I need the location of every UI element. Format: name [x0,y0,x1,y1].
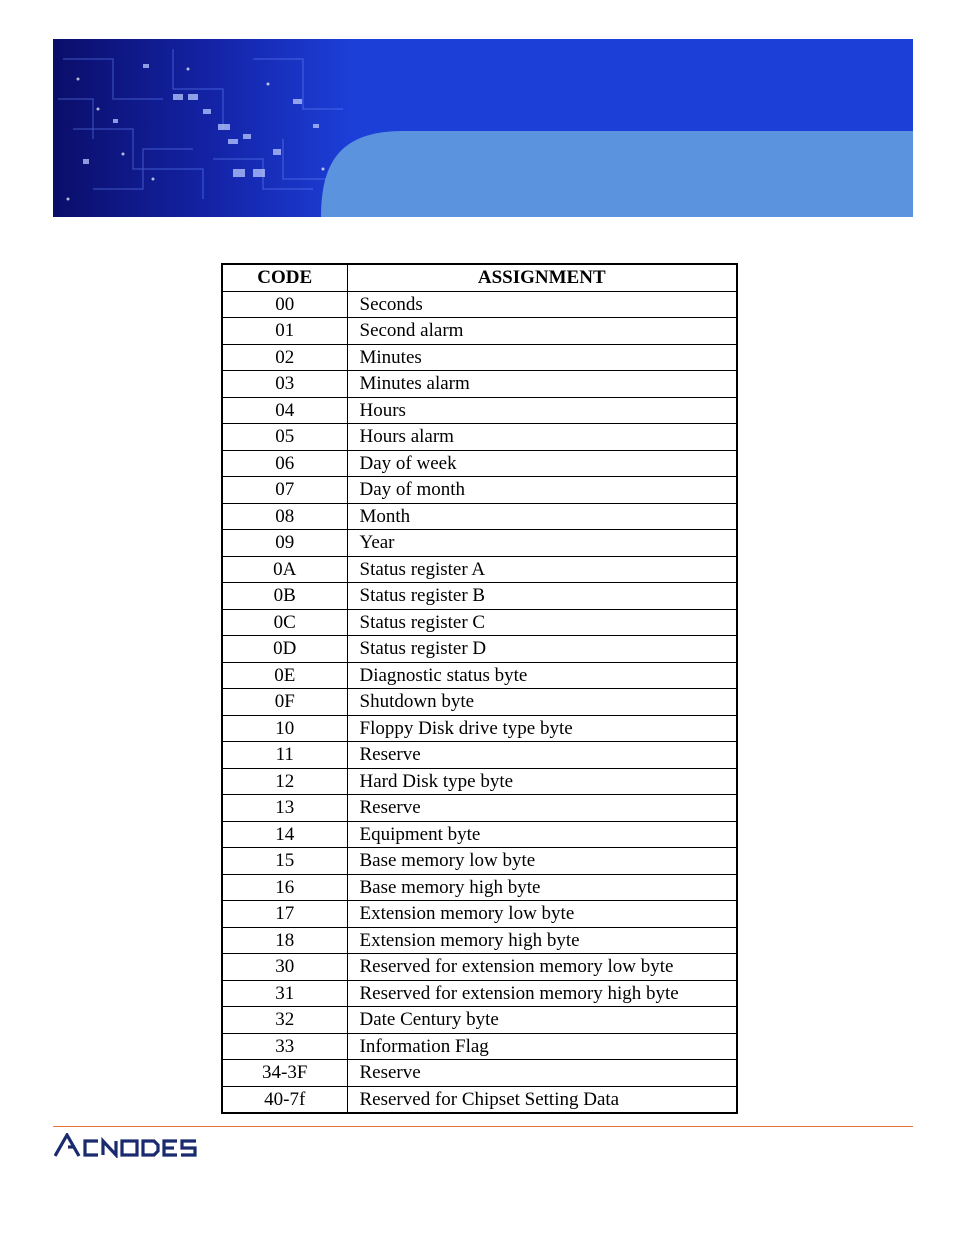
cell-assignment: Base memory low byte [347,848,737,875]
cell-assignment: Reserved for Chipset Setting Data [347,1086,737,1113]
acnodes-logo-mark [54,1133,210,1158]
table-row [222,901,737,928]
cell-assignment: Status register C [347,609,737,636]
table-row [222,583,737,610]
table-row [222,1033,737,1060]
cell-code: 18 [222,927,347,954]
cell-code: 0E [222,662,347,689]
cell-assignment: Base memory high byte [347,874,737,901]
table-row [222,662,737,689]
cell-code: 0C [222,609,347,636]
table-row [222,980,737,1007]
cell-code: 01 [222,318,347,345]
cell-assignment: Day of month [347,477,737,504]
cell-code: 40-7f [222,1086,347,1113]
cell-assignment: Minutes [347,344,737,371]
cell-assignment: Status register B [347,583,737,610]
table-row [222,848,737,875]
cell-code: 07 [222,477,347,504]
cell-assignment: Hard Disk type byte [347,768,737,795]
cell-assignment: Reserved for extension memory low byte [347,954,737,981]
acnodes-logo [54,1133,210,1158]
cell-assignment: Reserve [347,742,737,769]
cell-code: 10 [222,715,347,742]
table-row [222,318,737,345]
cell-assignment: Date Century byte [347,1007,737,1034]
cell-assignment: Reserved for extension memory high byte [347,980,737,1007]
table-header-row [222,264,737,291]
cell-assignment: Month [347,503,737,530]
cell-code: 14 [222,821,347,848]
cell-assignment: Seconds [347,291,737,318]
column-header-code: CODE [222,264,347,291]
cell-code: 17 [222,901,347,928]
cell-assignment: Reserve [347,795,737,822]
table-row [222,795,737,822]
cell-assignment: Status register A [347,556,737,583]
cell-code: 00 [222,291,347,318]
cmos-register-table [221,263,738,1114]
cell-code: 06 [222,450,347,477]
cell-assignment: Floppy Disk drive type byte [347,715,737,742]
table-row [222,424,737,451]
circuit-board-banner-image [53,39,913,217]
cell-code: 08 [222,503,347,530]
cell-code: 04 [222,397,347,424]
table-row [222,530,737,557]
cell-code: 13 [222,795,347,822]
cell-assignment: Year [347,530,737,557]
cell-code: 09 [222,530,347,557]
table-row [222,1060,737,1087]
cell-code: 0D [222,636,347,663]
table-row [222,291,737,318]
cell-assignment: Reserve [347,1060,737,1087]
cell-code: 30 [222,954,347,981]
cell-assignment: Hours alarm [347,424,737,451]
table-row [222,371,737,398]
table-body [222,291,737,1113]
table-row [222,344,737,371]
table-row [222,715,737,742]
footer-rule [53,1126,913,1127]
table-row [222,927,737,954]
cell-assignment: Shutdown byte [347,689,737,716]
cell-assignment: Equipment byte [347,821,737,848]
table-row [222,477,737,504]
cell-code: 33 [222,1033,347,1060]
table-row [222,636,737,663]
cell-code: 05 [222,424,347,451]
table-row [222,450,737,477]
table-row [222,821,737,848]
cell-assignment: Extension memory low byte [347,901,737,928]
cell-assignment: Status register D [347,636,737,663]
table-row [222,397,737,424]
header-banner [53,39,913,217]
table-row [222,609,737,636]
table-row [222,954,737,981]
cell-code: 12 [222,768,347,795]
cell-assignment: Information Flag [347,1033,737,1060]
cell-code: 15 [222,848,347,875]
cell-assignment: Day of week [347,450,737,477]
cell-assignment: Diagnostic status byte [347,662,737,689]
cell-code: 0A [222,556,347,583]
cell-assignment: Minutes alarm [347,371,737,398]
cell-code: 0F [222,689,347,716]
table-row [222,874,737,901]
cell-code: 31 [222,980,347,1007]
table-row [222,556,737,583]
column-header-assignment: ASSIGNMENT [347,264,737,291]
cell-code: 34-3F [222,1060,347,1087]
cell-code: 32 [222,1007,347,1034]
cell-code: 0B [222,583,347,610]
cell-code: 16 [222,874,347,901]
cell-assignment: Extension memory high byte [347,927,737,954]
cell-code: 11 [222,742,347,769]
cell-code: 02 [222,344,347,371]
table-row [222,742,737,769]
table-row [222,768,737,795]
cell-assignment: Hours [347,397,737,424]
cell-assignment: Second alarm [347,318,737,345]
table-row [222,1086,737,1113]
table-row [222,1007,737,1034]
cell-code: 03 [222,371,347,398]
table-row [222,689,737,716]
table-row [222,503,737,530]
